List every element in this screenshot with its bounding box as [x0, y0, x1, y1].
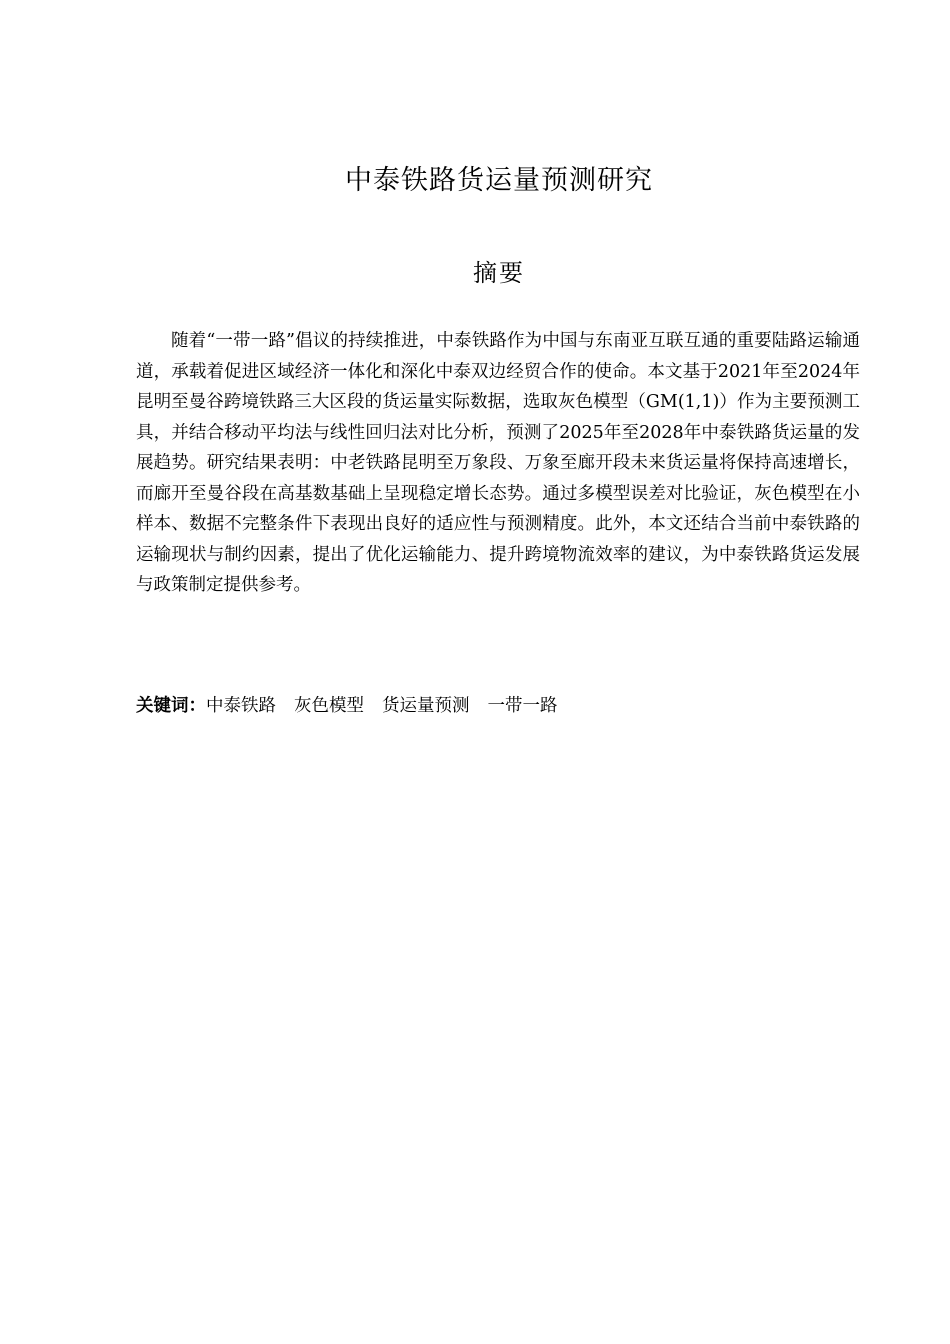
page-title: 中泰铁路货运量预测研究	[345, 165, 653, 196]
keywords-line	[136, 691, 860, 721]
keyword-item: 货运量预测	[382, 696, 470, 716]
keywords-label: 关键词：	[136, 696, 206, 716]
keyword-item: 灰色模型	[294, 696, 364, 716]
abstract-body: 随着“一带一路”倡议的持续推进，中泰铁路作为中国与东南亚互联互通的重要陆路运输通道，承载着促进区域经济一体化和深化中泰双边经贸合作的使命。本文基于2021年至2024年昆明至曼谷跨境铁路三大区段的货运量实际数据，选取灰色模型（GM(1,1)）作为主要预测工具，并结合移动平均法与线性回归法对比分析，预测了2025年至2028年中泰铁路货运量的发展趋势。研究结果表明：中老铁路昆明至万象段、万象至廊开段未来货运量将保持高速增长，而廊开至曼谷段在高基数基础上呈现稳定增长态势。通过多模型误差对比验证，灰色模型在小样本、数据不完整条件下表现出良好的适应性与预测精度。此外，本文还结合当前中泰铁路的运输现状与制约因素，提出了优化运输能力、提升跨境物流效率的建议，为中泰铁路货运发展与政策制定提供参考。	[136, 331, 860, 595]
abstract-heading: 摘要	[473, 259, 525, 287]
keyword-item: 一带一路	[487, 696, 558, 716]
keyword-item: 中泰铁路	[206, 696, 276, 716]
